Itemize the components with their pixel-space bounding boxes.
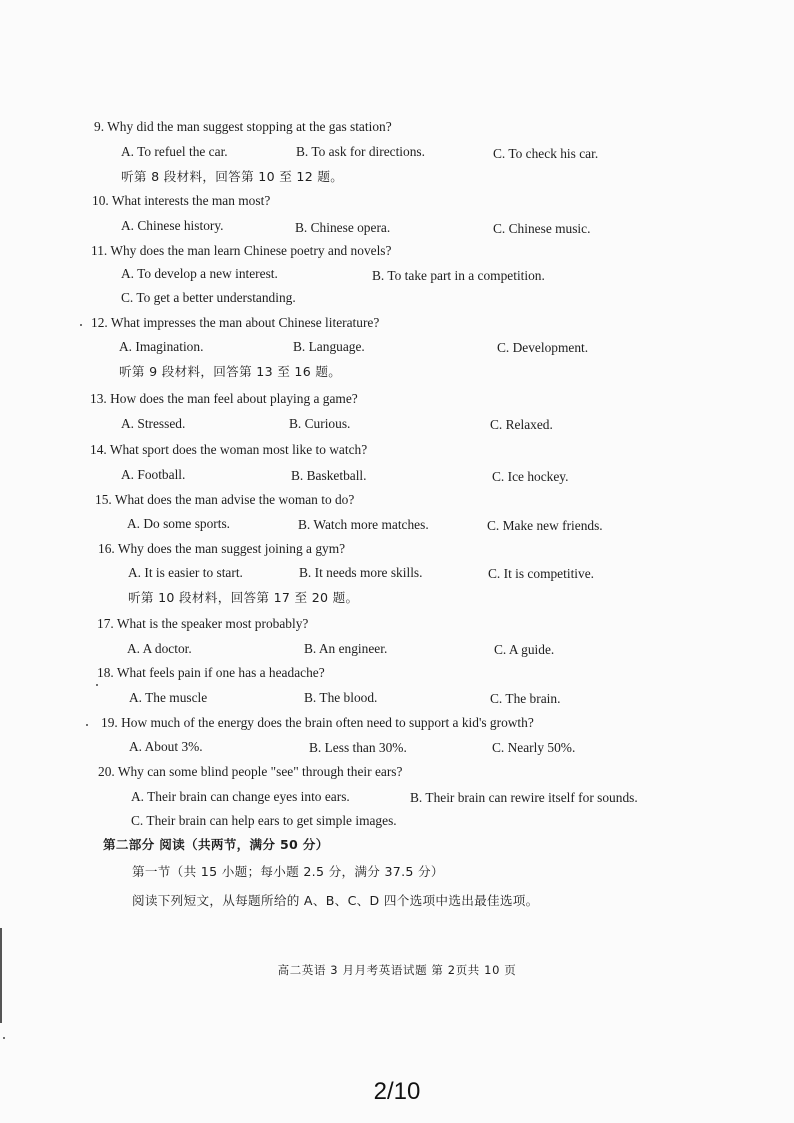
question-18-stem: 18. What feels pain if one has a headache? (97, 665, 325, 680)
question-11-option-b: B. To take part in a competition. (372, 268, 545, 283)
question-12-option-b: B. Language. (293, 339, 365, 354)
question-16-option-a: A. It is easier to start. (128, 565, 243, 580)
question-10-stem: 10. What interests the man most? (92, 193, 271, 208)
scan-edge-mark (0, 928, 2, 1023)
question-12-option-c: C. Development. (497, 340, 589, 355)
question-9-option-a: A. To refuel the car. (121, 144, 228, 159)
question-17-option-a: A. A doctor. (127, 641, 192, 656)
question-20-option-c: C. Their brain can help ears to get simple images. (131, 813, 397, 828)
question-10-option-a: A. Chinese history. (121, 218, 224, 233)
question-14-option-b: B. Basketball. (291, 468, 367, 483)
question-20-option-b: B. Their brain can rewire itself for sounds. (410, 790, 638, 805)
question-16-option-c: C. It is competitive. (488, 566, 594, 581)
question-17-stem: 17. What is the speaker most probably? (97, 616, 309, 631)
question-18-option-a: A. The muscle (129, 690, 208, 705)
scan-speck (86, 724, 88, 726)
scan-speck (80, 324, 82, 326)
question-12-option-a: A. Imagination. (119, 339, 204, 354)
question-11-stem: 11. Why does the man learn Chinese poetry and novels? (91, 243, 392, 258)
question-11-option-a: A. To develop a new interest. (121, 266, 278, 281)
question-10-option-b: B. Chinese opera. (295, 220, 391, 235)
question-12-stem: 12. What impresses the man about Chinese literature? (91, 315, 380, 330)
question-13-option-a: A. Stressed. (121, 416, 186, 431)
question-15-option-c: C. Make new friends. (487, 518, 603, 533)
question-20-option-a: A. Their brain can change eyes into ears. (131, 789, 350, 804)
question-19-option-a: A. About 3%. (129, 739, 203, 754)
part-2-section-1-heading: 第一节（共 15 小题；每小题 2.5 分，满分 37.5 分） (132, 864, 444, 879)
question-10-option-c: C. Chinese music. (493, 221, 591, 236)
question-14-option-a: A. Football. (121, 467, 186, 482)
question-15-stem: 15. What does the man advise the woman to do? (95, 492, 355, 507)
question-19-stem: 19. How much of the energy does the brain often need to support a kid's growth? (101, 715, 534, 730)
question-11-option-c: C. To get a better understanding. (121, 290, 296, 305)
page-indicator: 2/10 (373, 1078, 421, 1105)
question-9-option-b: B. To ask for directions. (296, 144, 425, 159)
question-13-stem: 13. How does the man feel about playing a game? (90, 391, 358, 406)
question-14-option-c: C. Ice hockey. (492, 469, 569, 484)
question-18-option-c: C. The brain. (490, 691, 561, 706)
section-9-instruction: 听第 9 段材料，回答第 13 至 16 题。 (119, 364, 342, 379)
part-2-heading: 第二部分 阅读（共两节，满分 50 分） (103, 837, 329, 852)
question-13-option-b: B. Curious. (289, 416, 351, 431)
question-19-option-c: C. Nearly 50%. (492, 740, 576, 755)
section-8-instruction: 听第 8 段材料，回答第 10 至 12 题。 (121, 169, 344, 184)
page-footer: 高二英语 3 月月考英语试题 第 2页共 10 页 (277, 963, 517, 977)
scan-speck (3, 1037, 5, 1039)
part-2-instruction: 阅读下列短文，从每题所给的 A、B、C、D 四个选项中选出最佳选项。 (132, 893, 539, 908)
question-15-option-b: B. Watch more matches. (298, 517, 429, 532)
question-16-stem: 16. Why does the man suggest joining a gym? (98, 541, 346, 556)
question-19-option-b: B. Less than 30%. (309, 740, 407, 755)
question-9-option-c: C. To check his car. (493, 146, 599, 161)
section-10-instruction: 听第 10 段材料，回答第 17 至 20 题。 (128, 590, 359, 605)
question-16-option-b: B. It needs more skills. (299, 565, 423, 580)
question-13-option-c: C. Relaxed. (490, 417, 553, 432)
question-18-option-b: B. The blood. (304, 690, 378, 705)
question-17-option-c: C. A guide. (494, 642, 555, 657)
question-9-stem: 9. Why did the man suggest stopping at the gas station? (94, 119, 392, 134)
question-14-stem: 14. What sport does the woman most like to watch? (90, 442, 368, 457)
question-20-stem: 20. Why can some blind people "see" through their ears? (98, 764, 403, 779)
question-17-option-b: B. An engineer. (304, 641, 388, 656)
scan-speck (96, 684, 98, 686)
question-15-option-a: A. Do some sports. (127, 516, 231, 531)
